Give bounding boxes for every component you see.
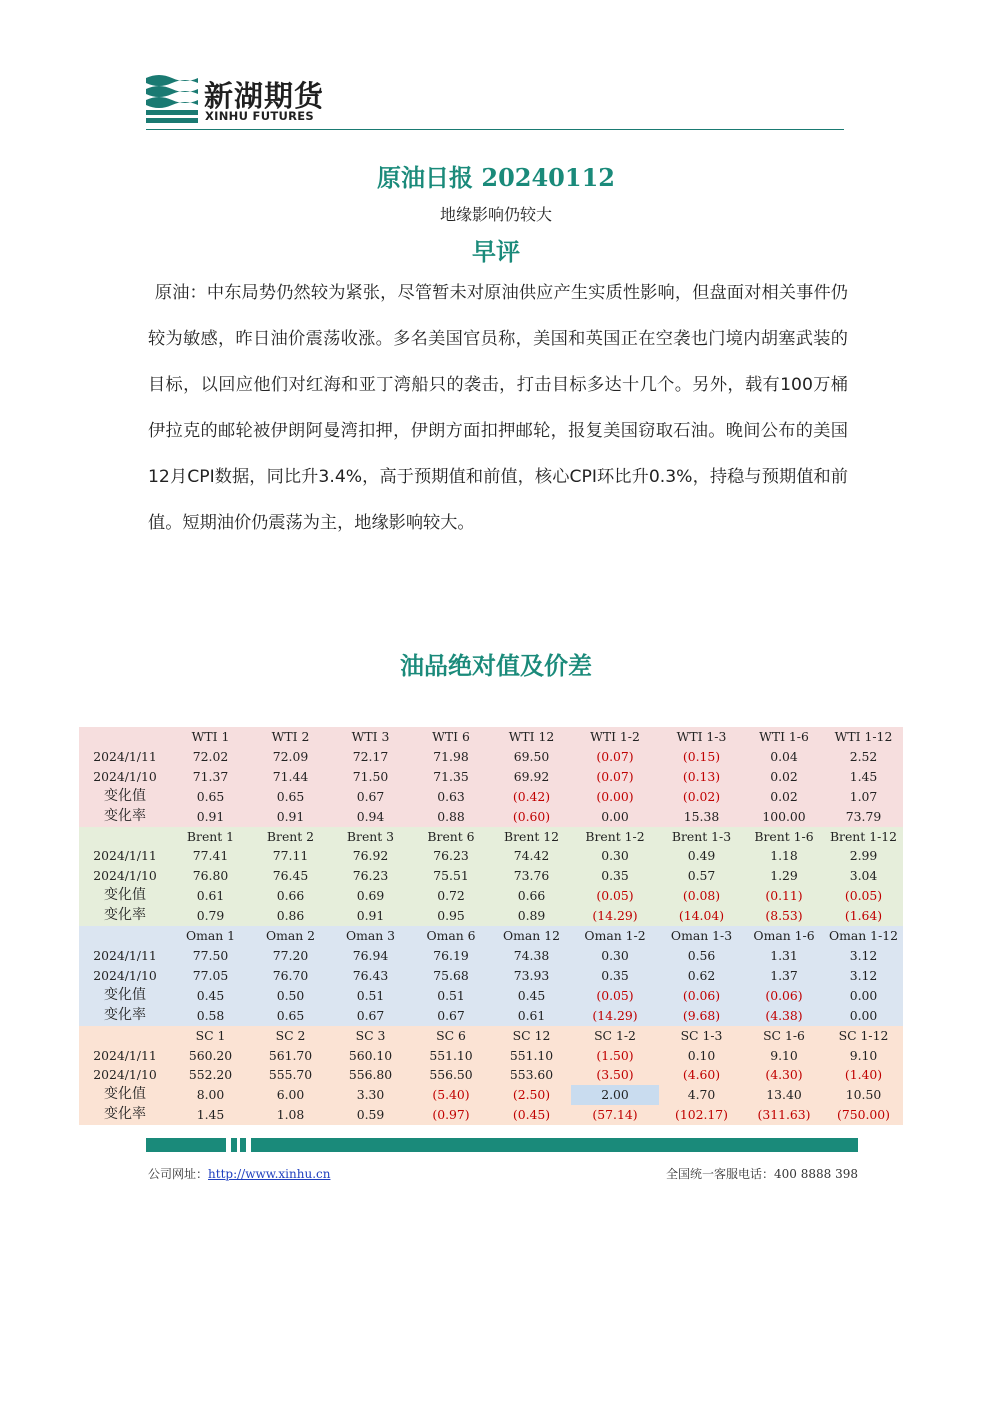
row-label: 2024/1/10 xyxy=(79,1065,171,1085)
table-cell: 1.18 xyxy=(744,846,824,866)
table-cell: 73.79 xyxy=(824,807,903,827)
table-row xyxy=(79,1006,903,1026)
table-row xyxy=(79,807,903,827)
table-cell: (14.04) xyxy=(659,906,744,926)
table-cell: 1.29 xyxy=(744,866,824,886)
column-header: Oman 2 xyxy=(250,926,331,946)
table-cell: 76.94 xyxy=(331,946,410,966)
table-cell: 0.49 xyxy=(659,846,744,866)
column-header: Oman 12 xyxy=(492,926,571,946)
table-cell: 13.40 xyxy=(744,1085,824,1105)
column-header: WTI 1-12 xyxy=(824,727,903,747)
column-header: WTI 1 xyxy=(171,727,250,747)
table-cell: (0.00) xyxy=(571,787,659,807)
table-cell: 2.00 xyxy=(571,1085,659,1105)
table-cell: 0.00 xyxy=(824,986,903,1006)
row-label: 2024/1/11 xyxy=(79,846,171,866)
table-cell: 0.69 xyxy=(331,886,410,906)
row-label: 变化率 xyxy=(79,906,171,926)
table-cell: (4.30) xyxy=(744,1065,824,1085)
column-header: Brent 12 xyxy=(492,827,571,847)
table-row xyxy=(79,846,903,866)
table-cell: 0.66 xyxy=(250,886,331,906)
table-cell: (0.02) xyxy=(659,787,744,807)
table-cell: 71.44 xyxy=(250,767,331,787)
table-cell: 0.65 xyxy=(250,787,331,807)
column-header xyxy=(79,926,171,946)
table-cell: (0.11) xyxy=(744,886,824,906)
table-header-row-brent xyxy=(79,827,903,847)
table-cell: 1.31 xyxy=(744,946,824,966)
table-cell: 76.92 xyxy=(331,846,410,866)
table-cell: 0.65 xyxy=(171,787,250,807)
table-cell: 4.70 xyxy=(659,1085,744,1105)
table-cell: 1.07 xyxy=(824,787,903,807)
table-cell: 100.00 xyxy=(744,807,824,827)
table-cell: 3.30 xyxy=(331,1085,410,1105)
table-cell: 0.91 xyxy=(331,906,410,926)
table-cell: (0.42) xyxy=(492,787,571,807)
table-cell: 0.10 xyxy=(659,1046,744,1066)
table-cell: (14.29) xyxy=(571,1006,659,1026)
table-cell: 77.05 xyxy=(171,966,250,986)
row-label: 变化值 xyxy=(79,787,171,807)
column-header: Oman 1 xyxy=(171,926,250,946)
column-header xyxy=(79,1026,171,1046)
table-header-row-sc xyxy=(79,1026,903,1046)
table-cell: 0.59 xyxy=(331,1105,410,1125)
table-cell: 0.30 xyxy=(571,846,659,866)
table-cell: 0.88 xyxy=(410,807,492,827)
section-heading-morning-review: 早评 xyxy=(472,237,520,266)
column-header: Brent 2 xyxy=(250,827,331,847)
table-cell: 0.61 xyxy=(171,886,250,906)
report-subtitle: 地缘影响仍较大 xyxy=(439,205,552,224)
footer-bar-segment xyxy=(231,1138,237,1152)
table-cell: 6.00 xyxy=(250,1085,331,1105)
table-cell: 560.20 xyxy=(171,1046,250,1066)
section-heading-price-spread: 油品绝对值及价差 xyxy=(400,651,592,680)
table-cell: 0.50 xyxy=(250,986,331,1006)
table-cell: 71.98 xyxy=(410,747,492,767)
table-cell: 0.51 xyxy=(331,986,410,1006)
table-cell: (750.00) xyxy=(824,1105,903,1125)
column-header: WTI 1-3 xyxy=(659,727,744,747)
table-cell: 1.45 xyxy=(824,767,903,787)
footer-bar-segment xyxy=(240,1138,246,1152)
table-cell: (9.68) xyxy=(659,1006,744,1026)
table-cell: 71.35 xyxy=(410,767,492,787)
table-row xyxy=(79,1065,903,1085)
column-header: SC 1-3 xyxy=(659,1026,744,1046)
row-label: 2024/1/11 xyxy=(79,747,171,767)
column-header: Brent 1-2 xyxy=(571,827,659,847)
table-cell: 1.45 xyxy=(171,1105,250,1125)
column-header: WTI 1-6 xyxy=(744,727,824,747)
column-header: Oman 3 xyxy=(331,926,410,946)
table-cell: 2.99 xyxy=(824,846,903,866)
column-header: Brent 6 xyxy=(410,827,492,847)
table-cell: 77.20 xyxy=(250,946,331,966)
table-row xyxy=(79,1085,903,1105)
table-cell: (1.64) xyxy=(824,906,903,926)
column-header: Oman 1-12 xyxy=(824,926,903,946)
footer-bar-segment xyxy=(146,1138,226,1152)
column-header xyxy=(79,727,171,747)
column-header: Oman 1-2 xyxy=(571,926,659,946)
column-header: SC 3 xyxy=(331,1026,410,1046)
table-cell: 0.58 xyxy=(171,1006,250,1026)
table-cell: 0.79 xyxy=(171,906,250,926)
table-cell: (1.50) xyxy=(571,1046,659,1066)
table-cell: (2.50) xyxy=(492,1085,571,1105)
table-cell: 76.80 xyxy=(171,866,250,886)
table-cell: (102.17) xyxy=(659,1105,744,1125)
table-row xyxy=(79,787,903,807)
table-cell: 76.43 xyxy=(331,966,410,986)
table-cell: 0.86 xyxy=(250,906,331,926)
row-label: 2024/1/11 xyxy=(79,946,171,966)
table-cell: (0.05) xyxy=(824,886,903,906)
table-cell: 0.45 xyxy=(492,986,571,1006)
table-cell: (311.63) xyxy=(744,1105,824,1125)
table-cell: 76.23 xyxy=(410,846,492,866)
logo-english-name: XINHU FUTURES xyxy=(205,109,315,123)
column-header: Oman 6 xyxy=(410,926,492,946)
table-cell: 552.20 xyxy=(171,1065,250,1085)
column-header: SC 1-6 xyxy=(744,1026,824,1046)
table-cell: 8.00 xyxy=(171,1085,250,1105)
table-cell: (0.05) xyxy=(571,986,659,1006)
table-cell: 0.63 xyxy=(410,787,492,807)
table-cell: 77.50 xyxy=(171,946,250,966)
column-header: Brent 1-12 xyxy=(824,827,903,847)
table-row xyxy=(79,747,903,767)
table-cell: 0.67 xyxy=(331,1006,410,1026)
table-cell: (8.53) xyxy=(744,906,824,926)
column-header: Oman 1-6 xyxy=(744,926,824,946)
row-label: 变化值 xyxy=(79,986,171,1006)
table-cell: 1.37 xyxy=(744,966,824,986)
table-cell: 0.91 xyxy=(250,807,331,827)
table-cell: 551.10 xyxy=(410,1046,492,1066)
table-cell: 77.11 xyxy=(250,846,331,866)
table-cell: 0.94 xyxy=(331,807,410,827)
table-cell: (0.07) xyxy=(571,747,659,767)
table-cell: (0.97) xyxy=(410,1105,492,1125)
table-row xyxy=(79,886,903,906)
table-cell: (0.13) xyxy=(659,767,744,787)
row-label: 变化率 xyxy=(79,807,171,827)
table-cell: 73.76 xyxy=(492,866,571,886)
table-cell: (0.07) xyxy=(571,767,659,787)
table-row xyxy=(79,966,903,986)
row-label: 变化值 xyxy=(79,886,171,906)
table-cell: 0.51 xyxy=(410,986,492,1006)
row-label: 变化值 xyxy=(79,1085,171,1105)
table-cell: 74.42 xyxy=(492,846,571,866)
table-cell: 72.17 xyxy=(331,747,410,767)
table-cell: 0.00 xyxy=(824,1006,903,1026)
table-cell: 0.57 xyxy=(659,866,744,886)
table-cell: 0.62 xyxy=(659,966,744,986)
table-cell: (0.15) xyxy=(659,747,744,767)
table-cell: 0.72 xyxy=(410,886,492,906)
table-row xyxy=(79,946,903,966)
table-cell: 3.04 xyxy=(824,866,903,886)
table-cell: (0.06) xyxy=(744,986,824,1006)
table-cell: 69.50 xyxy=(492,747,571,767)
table-cell: 560.10 xyxy=(331,1046,410,1066)
row-label: 2024/1/10 xyxy=(79,966,171,986)
column-header xyxy=(79,827,171,847)
table-row xyxy=(79,866,903,886)
report-title: 原油日报 20240112 xyxy=(377,163,615,192)
table-cell: 73.93 xyxy=(492,966,571,986)
table-header-row-oman xyxy=(79,926,903,946)
table-cell: 76.70 xyxy=(250,966,331,986)
column-header: SC 1-12 xyxy=(824,1026,903,1046)
column-header: Brent 1-6 xyxy=(744,827,824,847)
footer-hotline: 全国统一客服电话：400 8888 398 xyxy=(666,1167,858,1181)
table-cell: 0.30 xyxy=(571,946,659,966)
row-label: 2024/1/11 xyxy=(79,1046,171,1066)
table-row xyxy=(79,767,903,787)
table-cell: 0.95 xyxy=(410,906,492,926)
table-cell: 75.51 xyxy=(410,866,492,886)
table-cell: 74.38 xyxy=(492,946,571,966)
table-cell: 556.50 xyxy=(410,1065,492,1085)
table-cell: 0.91 xyxy=(171,807,250,827)
column-header: SC 2 xyxy=(250,1026,331,1046)
table-cell: (0.08) xyxy=(659,886,744,906)
row-label: 2024/1/10 xyxy=(79,767,171,787)
website-label: 公司网址： xyxy=(148,1167,209,1181)
column-header: Brent 1 xyxy=(171,827,250,847)
column-header: WTI 6 xyxy=(410,727,492,747)
table-row xyxy=(79,1105,903,1125)
column-header: SC 12 xyxy=(492,1026,571,1046)
table-cell: 1.08 xyxy=(250,1105,331,1125)
column-header: WTI 3 xyxy=(331,727,410,747)
oil-price-table xyxy=(79,727,903,1125)
table-cell: 556.80 xyxy=(331,1065,410,1085)
table-cell: 10.50 xyxy=(824,1085,903,1105)
table-header-row-wti xyxy=(79,727,903,747)
table-cell: 15.38 xyxy=(659,807,744,827)
table-row xyxy=(79,1046,903,1066)
table-cell: (14.29) xyxy=(571,906,659,926)
table-cell: (0.06) xyxy=(659,986,744,1006)
table-cell: 0.66 xyxy=(492,886,571,906)
table-cell: 553.60 xyxy=(492,1065,571,1085)
column-header: Brent 1-3 xyxy=(659,827,744,847)
column-header: Oman 1-3 xyxy=(659,926,744,946)
column-header: WTI 1-2 xyxy=(571,727,659,747)
table-cell: 561.70 xyxy=(250,1046,331,1066)
table-cell: 76.45 xyxy=(250,866,331,886)
table-cell: 0.35 xyxy=(571,866,659,886)
table-cell: 0.04 xyxy=(744,747,824,767)
table-cell: 3.12 xyxy=(824,966,903,986)
table-cell: 0.02 xyxy=(744,787,824,807)
table-cell: 0.67 xyxy=(331,787,410,807)
table-cell: 75.68 xyxy=(410,966,492,986)
column-header: SC 1-2 xyxy=(571,1026,659,1046)
table-cell: 555.70 xyxy=(250,1065,331,1085)
table-cell: 0.45 xyxy=(171,986,250,1006)
table-cell: 0.35 xyxy=(571,966,659,986)
row-label: 变化率 xyxy=(79,1105,171,1125)
table-cell: (4.60) xyxy=(659,1065,744,1085)
table-cell: (5.40) xyxy=(410,1085,492,1105)
table-row xyxy=(79,906,903,926)
table-cell: (0.05) xyxy=(571,886,659,906)
table-cell: (0.60) xyxy=(492,807,571,827)
footer-website xyxy=(148,1165,330,1182)
table-cell: 69.92 xyxy=(492,767,571,787)
table-cell: 72.09 xyxy=(250,747,331,767)
xinhu-wave-logo-icon xyxy=(146,72,198,124)
table-cell: 2.52 xyxy=(824,747,903,767)
table-cell: (0.45) xyxy=(492,1105,571,1125)
table-cell: 77.41 xyxy=(171,846,250,866)
table-cell: (4.38) xyxy=(744,1006,824,1026)
table-cell: 0.89 xyxy=(492,906,571,926)
table-cell: 0.00 xyxy=(571,807,659,827)
commentary-paragraph: 原油：中东局势仍然较为紧张，尽管暂未对原油供应产生实质性影响，但盘面对相关事件仍较为敏感，昨日油价震荡收涨。多名美国官员称，美国和英国正在空袭也门境内胡塞武装的目标，以回应他们对红海和亚丁湾船只的袭击，打击目标多达十几个。另外，载有100万桶伊拉克的邮轮被伊朗阿曼湾扣押，伊朗方面扣押邮轮，报复美国窃取石油。晚间公布的美国12月CPI数据，同比升3.4%，高于预期值和前值，核心CPI环比升0.3%，持稳与预期值和前值。短期油价仍震荡为主，地缘影响较大。 xyxy=(148,283,848,533)
company-logo xyxy=(146,72,336,126)
table-row xyxy=(79,986,903,1006)
table-cell: 71.37 xyxy=(171,767,250,787)
footer-bar-segment xyxy=(251,1138,858,1152)
table-cell: 3.12 xyxy=(824,946,903,966)
header-divider xyxy=(146,129,844,130)
table-cell: 9.10 xyxy=(824,1046,903,1066)
table-cell: 71.50 xyxy=(331,767,410,787)
table-cell: 551.10 xyxy=(492,1046,571,1066)
table-cell: (57.14) xyxy=(571,1105,659,1125)
column-header: SC 1 xyxy=(171,1026,250,1046)
table-cell: 0.65 xyxy=(250,1006,331,1026)
table-cell: 72.02 xyxy=(171,747,250,767)
logo-chinese-name: 新湖期货 xyxy=(204,79,325,113)
table-cell: 0.56 xyxy=(659,946,744,966)
table-cell: 0.61 xyxy=(492,1006,571,1026)
table-cell: (1.40) xyxy=(824,1065,903,1085)
table-cell: 0.67 xyxy=(410,1006,492,1026)
table-cell: (3.50) xyxy=(571,1065,659,1085)
table-cell: 0.02 xyxy=(744,767,824,787)
column-header: SC 6 xyxy=(410,1026,492,1046)
table-cell: 76.19 xyxy=(410,946,492,966)
column-header: WTI 2 xyxy=(250,727,331,747)
column-header: Brent 3 xyxy=(331,827,410,847)
table-cell: 76.23 xyxy=(331,866,410,886)
price-spread-table xyxy=(79,727,903,1125)
website-link[interactable]: http://www.xinhu.cn xyxy=(208,1167,331,1181)
table-cell: 9.10 xyxy=(744,1046,824,1066)
row-label: 2024/1/10 xyxy=(79,866,171,886)
column-header: WTI 12 xyxy=(492,727,571,747)
row-label: 变化率 xyxy=(79,1006,171,1026)
